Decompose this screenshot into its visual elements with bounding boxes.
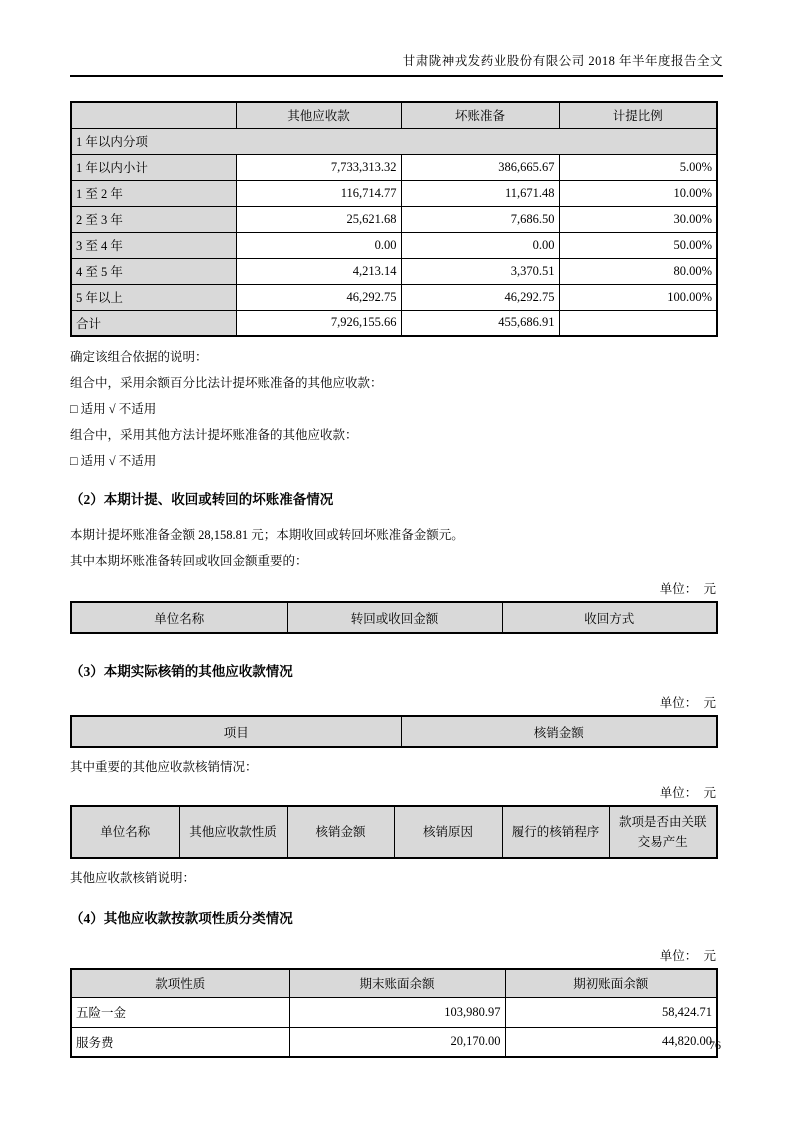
row-label: 4 至 5 年 <box>71 258 236 284</box>
unit-label: 单位： 元 <box>659 949 716 963</box>
section2-paragraphs <box>70 522 716 574</box>
important-writeoff-table <box>70 805 718 859</box>
table-row <box>71 1027 717 1057</box>
iw-header-procedure: 履行的核销程序 <box>502 806 609 858</box>
recovery-header-unit-name: 单位名称 <box>71 602 287 633</box>
applicability-line: □ 适用 √ 不适用 <box>70 402 157 416</box>
amount-cell: 25,621.68 <box>236 206 401 232</box>
writeoff-header-amount: 核销金额 <box>401 716 717 747</box>
table-row <box>71 206 717 232</box>
iw-header-related-party: 款项是否由关联交易产生 <box>609 806 717 858</box>
page-header <box>70 0 723 77</box>
aging-header-ratio: 计提比例 <box>559 102 717 128</box>
ratio-cell: 50.00% <box>559 232 717 258</box>
table-row <box>71 232 717 258</box>
ratio-cell: 80.00% <box>559 258 717 284</box>
recovery-header-method: 收回方式 <box>502 602 717 633</box>
row-label: 5 年以上 <box>71 284 236 310</box>
ratio-cell <box>559 310 717 336</box>
aging-group-label: 1 年以内分项 <box>71 128 717 154</box>
row-label: 合计 <box>71 310 236 336</box>
ending-balance-cell: 20,170.00 <box>289 1027 505 1057</box>
nature-table <box>70 968 718 1058</box>
writeoff-table <box>70 715 718 748</box>
table-row <box>71 997 717 1027</box>
table-row <box>71 154 717 180</box>
bad-debt-cell: 11,671.48 <box>401 180 559 206</box>
amount-cell: 0.00 <box>236 232 401 258</box>
writeoff-header-item: 项目 <box>71 716 401 747</box>
row-label: 2 至 3 年 <box>71 206 236 232</box>
nature-label: 服务费 <box>71 1027 289 1057</box>
ratio-cell: 5.00% <box>559 154 717 180</box>
recovery-note-line: 其中本期坏账准备转回或收回金额重要的： <box>70 554 308 568</box>
table-row <box>71 180 717 206</box>
ratio-cell: 100.00% <box>559 284 717 310</box>
nature-header-beginning: 期初账面余额 <box>505 969 717 997</box>
bad-debt-cell: 7,686.50 <box>401 206 559 232</box>
aging-header-other-receivables: 其他应收款 <box>236 102 401 128</box>
unit-label: 单位： 元 <box>659 696 716 710</box>
report-title: 甘肃陇神戎发药业股份有限公司 2018 年半年度报告全文 <box>402 54 723 68</box>
unit-label: 单位： 元 <box>659 786 716 800</box>
amount-cell: 46,292.75 <box>236 284 401 310</box>
applicability-line: □ 适用 √ 不适用 <box>70 454 157 468</box>
aging-table <box>70 101 718 337</box>
note-line: 确定该组合依据的说明： <box>70 350 208 364</box>
amount-cell: 7,926,155.66 <box>236 310 401 336</box>
iw-header-amount: 核销金额 <box>287 806 394 858</box>
table-row <box>71 284 717 310</box>
row-label: 1 至 2 年 <box>71 180 236 206</box>
page-number: 76 <box>709 1038 721 1052</box>
important-writeoff-note: 其中重要的其他应收款核销情况： <box>70 760 258 774</box>
aging-header-row <box>71 102 717 128</box>
recovery-header-row <box>71 602 717 633</box>
section2-heading: （2）本期计提、收回或转回的坏账准备情况 <box>70 492 334 507</box>
nature-header-row <box>71 969 717 997</box>
nature-header-ending: 期末账面余额 <box>289 969 505 997</box>
iw-header-reason: 核销原因 <box>394 806 502 858</box>
section4-heading: （4）其他应收款按款项性质分类情况 <box>70 911 293 926</box>
row-label: 3 至 4 年 <box>71 232 236 258</box>
beginning-balance-cell: 58,424.71 <box>505 997 717 1027</box>
ratio-cell: 10.00% <box>559 180 717 206</box>
iw-header-nature: 其他应收款性质 <box>179 806 287 858</box>
beginning-balance-cell: 44,820.00 <box>505 1027 717 1057</box>
writeoff-header-row <box>71 716 717 747</box>
amount-cell: 7,733,313.32 <box>236 154 401 180</box>
page-content <box>70 101 716 1058</box>
bad-debt-cell: 386,665.67 <box>401 154 559 180</box>
recovery-table <box>70 601 718 634</box>
table-row <box>71 258 717 284</box>
section3-heading: （3）本期实际核销的其他应收款情况 <box>70 664 293 679</box>
important-writeoff-header-row <box>71 806 717 858</box>
nature-label: 五险一金 <box>71 997 289 1027</box>
aging-header-empty <box>71 102 236 128</box>
aging-group-row <box>71 128 717 154</box>
ratio-cell: 30.00% <box>559 206 717 232</box>
aging-header-bad-debt: 坏账准备 <box>401 102 559 128</box>
writeoff-explanation-note: 其他应收款核销说明： <box>70 871 196 885</box>
bad-debt-cell: 455,686.91 <box>401 310 559 336</box>
provision-amount-line: 本期计提坏账准备金额 28,158.81 元；本期收回或转回坏账准备金额元。 <box>70 528 464 542</box>
note-line: 组合中，采用其他方法计提坏账准备的其他应收款： <box>70 428 358 442</box>
table-row-total <box>71 310 717 336</box>
bad-debt-cell: 3,370.51 <box>401 258 559 284</box>
bad-debt-cell: 0.00 <box>401 232 559 258</box>
nature-header-type: 款项性质 <box>71 969 289 997</box>
bad-debt-cell: 46,292.75 <box>401 284 559 310</box>
combination-notes <box>70 344 716 474</box>
note-line: 组合中，采用余额百分比法计提坏账准备的其他应收款： <box>70 376 383 390</box>
iw-header-unit-name: 单位名称 <box>71 806 179 858</box>
row-label: 1 年以内小计 <box>71 154 236 180</box>
ending-balance-cell: 103,980.97 <box>289 997 505 1027</box>
unit-label: 单位： 元 <box>659 582 716 596</box>
recovery-header-amount: 转回或收回金额 <box>287 602 502 633</box>
amount-cell: 4,213.14 <box>236 258 401 284</box>
amount-cell: 116,714.77 <box>236 180 401 206</box>
